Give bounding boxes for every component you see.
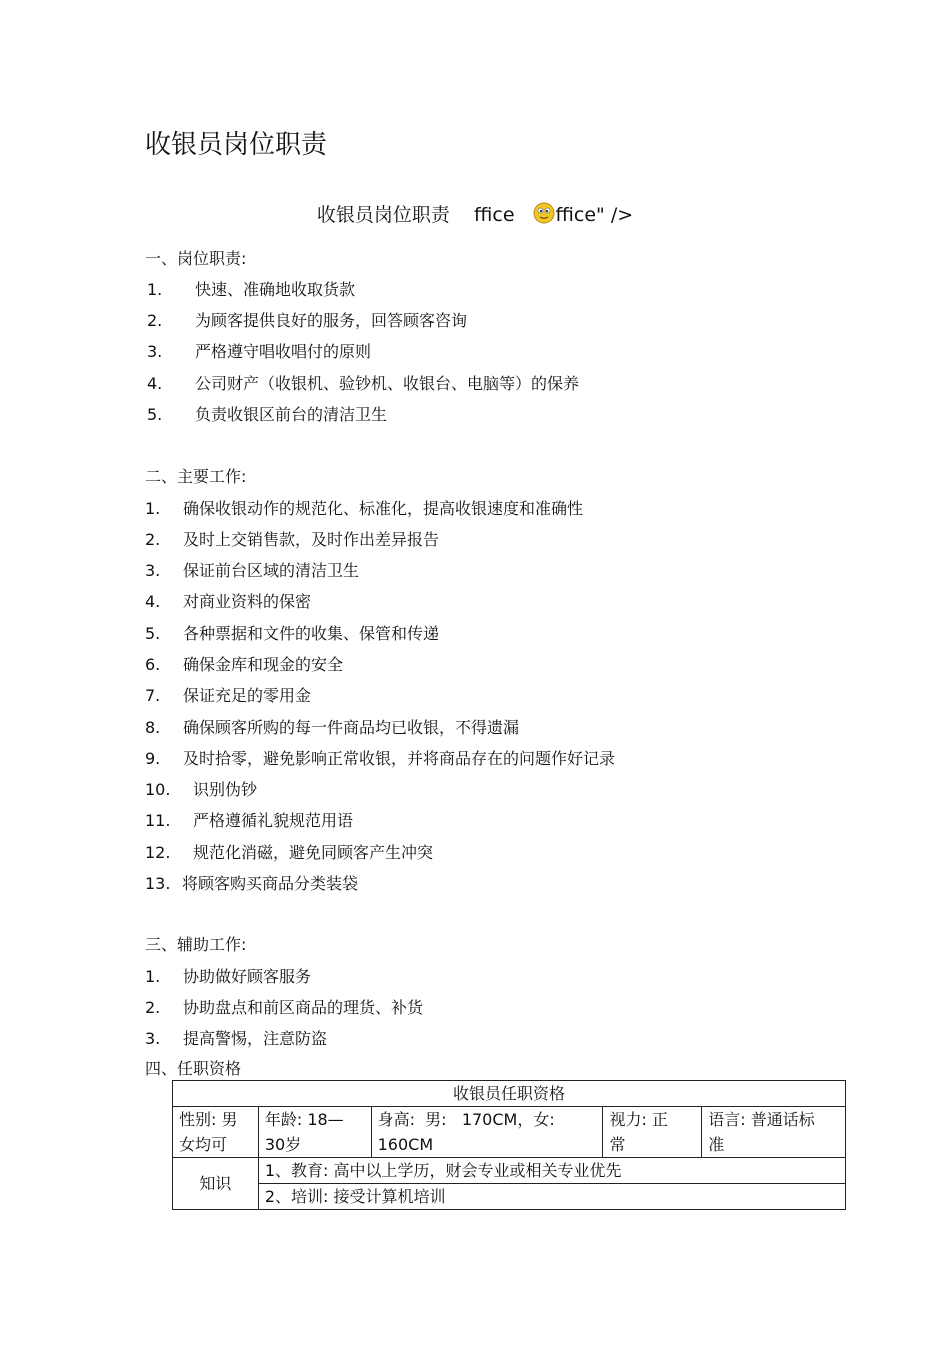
table-row: [173, 1158, 846, 1184]
list-item: 1. 协助做好顾客服务: [145, 967, 312, 986]
list-item: 2. 为顾客提供良好的服务，回答顾客咨询: [147, 311, 468, 330]
height-cell: 身高: 男: 170CM，女: 160CM: [371, 1107, 603, 1158]
list-item: 10. 识别伪钞: [145, 780, 258, 799]
list-item: 2. 及时上交销售款，及时作出差异报告: [145, 530, 440, 549]
list-item: 4. 公司财产（收银机、验钞机、收银台、电脑等）的保养: [147, 374, 580, 393]
subtitle-text-c: ffice" />: [555, 204, 634, 226]
list-item: 4. 对商业资料的保密: [145, 592, 312, 611]
list-item: 1. 快速、准确地收取货款: [147, 280, 356, 299]
subtitle-text-a: 收银员岗位职责: [316, 204, 450, 226]
training-cell: 2、培训: 接受计算机培训: [258, 1184, 845, 1210]
qualification-table: [172, 1080, 846, 1210]
subtitle-text-b: ffice: [474, 204, 515, 226]
section2-heading: 二、主要工作:: [145, 467, 247, 486]
knowledge-label: 知识: [173, 1158, 259, 1210]
table-caption: 收银员任职资格: [173, 1081, 846, 1107]
list-item: 3. 保证前台区域的清洁卫生: [145, 561, 360, 580]
section1-heading: 一、岗位职责:: [145, 249, 247, 268]
gender-cell: 性别: 男 女均可: [173, 1107, 259, 1158]
age-cell: 年龄: 18— 30岁: [258, 1107, 371, 1158]
table-row: [173, 1184, 846, 1210]
list-item: 2. 协助盘点和前区商品的理货、补货: [145, 998, 424, 1017]
section3-heading: 三、辅助工作:: [145, 935, 247, 954]
list-item: 12. 规范化消磁，避免同顾客产生冲突: [145, 843, 434, 862]
list-item: 13. 将顾客购买商品分类装袋: [145, 874, 359, 893]
list-item: 5. 负责收银区前台的清洁卫生: [147, 405, 388, 424]
language-cell: 语言: 普通话标 准: [702, 1107, 846, 1158]
list-item: 8. 确保顾客所购的每一件商品均已收银，不得遗漏: [145, 718, 520, 737]
vision-cell: 视力: 正 常: [603, 1107, 702, 1158]
list-item: 5. 各种票据和文件的收集、保管和传递: [145, 624, 440, 643]
section4-heading: 四、任职资格: [145, 1059, 242, 1078]
list-item: 3. 提高警惕，注意防盗: [145, 1029, 328, 1048]
list-item: 9. 及时拾零，避免影响正常收银，并将商品存在的问题作好记录: [145, 749, 616, 768]
smiley-emoji-icon: [533, 202, 555, 224]
list-item: 7. 保证充足的零用金: [145, 686, 312, 705]
list-item: 11. 严格遵循礼貌规范用语: [145, 811, 354, 830]
education-cell: 1、教育: 高中以上学历，财会专业或相关专业优先: [258, 1158, 845, 1184]
table-row: [173, 1107, 846, 1158]
list-item: 1. 确保收银动作的规范化、标准化，提高收银速度和准确性: [145, 499, 584, 518]
list-item: 6. 确保金库和现金的安全: [145, 655, 344, 674]
list-item: 3. 严格遵守唱收唱付的原则: [147, 342, 372, 361]
document-title: 收银员岗位职责: [145, 130, 328, 160]
subtitle: [0, 200, 950, 227]
